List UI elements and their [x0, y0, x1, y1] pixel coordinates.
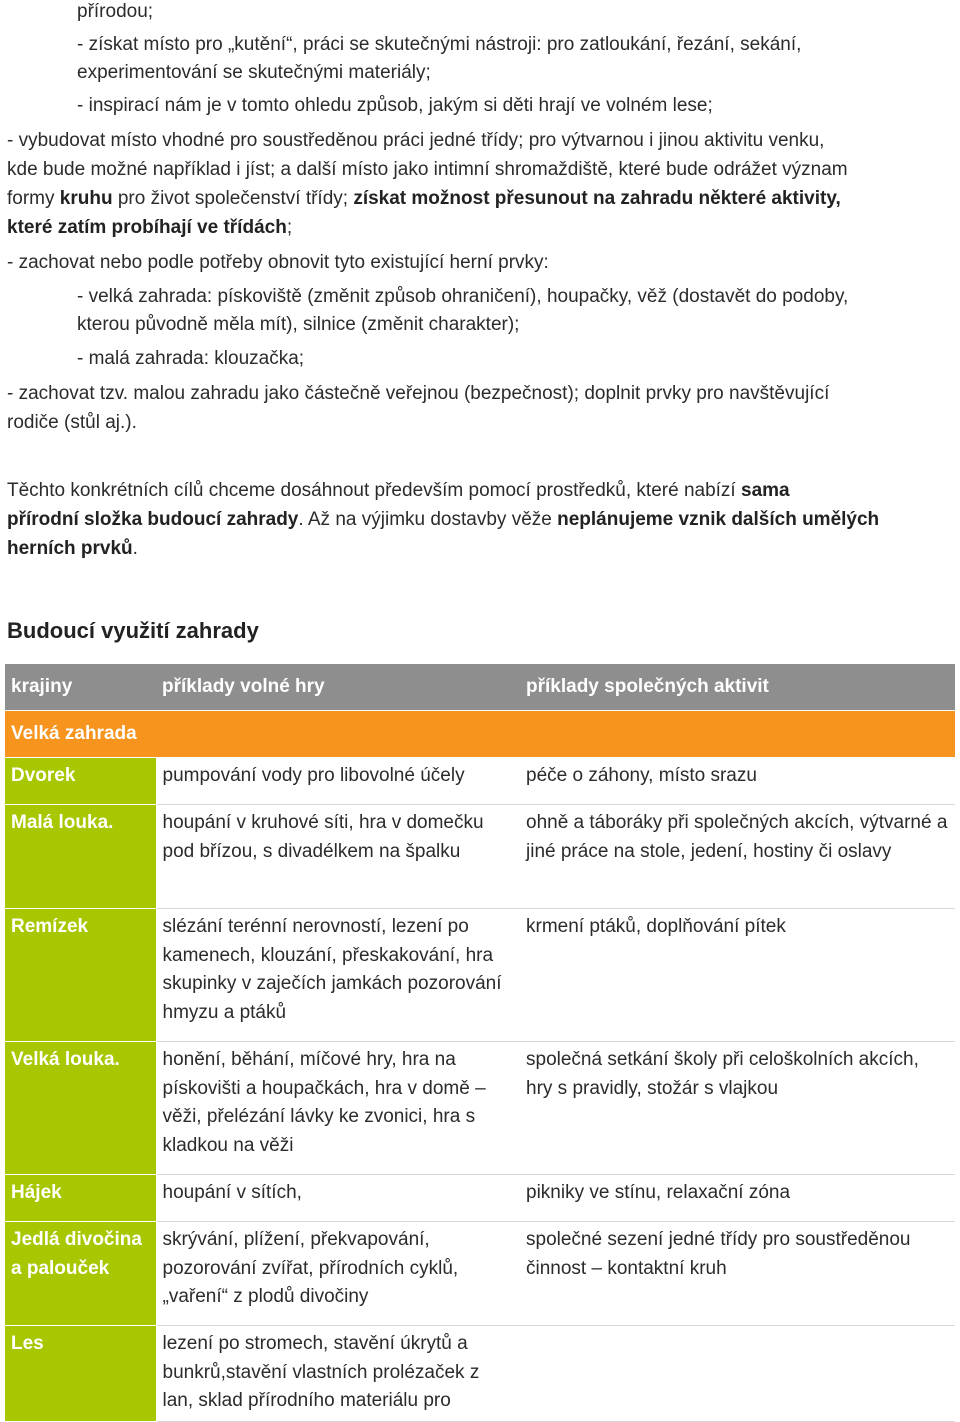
- landscape-cell: Malá louka.: [5, 805, 156, 909]
- group-label: Velká zahrada: [5, 711, 955, 758]
- table-row: [5, 758, 955, 805]
- common-activity-cell: pikniky ve stínu, relaxační zóna: [520, 1175, 955, 1222]
- free-play-cell: skrývání, plížení, překvapování, pozorování zvířat, přírodních cyklů, „vaření“ z plodů divočiny: [156, 1222, 520, 1326]
- bold-run: získat možnost přesunout na zahradu některé aktivity,: [353, 188, 841, 209]
- common-activity-cell: společná setkání školy při celoškolních akcích, hry s pravidly, stožár s vlajkou: [520, 1042, 955, 1175]
- table-row: [5, 805, 955, 909]
- common-activity-cell: ohně a táboráky při společných akcích, výtvarné a jiné práce na stole, jedení, hostiny či oslavy: [520, 805, 955, 909]
- landscape-cell: Dvorek: [5, 758, 156, 805]
- text-line: experimentování se skutečnými materiály;: [77, 62, 431, 83]
- table-row: [5, 1175, 955, 1222]
- free-play-cell: lezení po stromech, stavění úkrytů a bunkrů,stavění vlastních prolézaček z lan, sklad přírodního materiálu pro: [156, 1326, 520, 1422]
- bold-run: herních prvků: [7, 538, 133, 559]
- landscape-cell: Remízek: [5, 909, 156, 1042]
- section-title: Budoucí využití zahrady: [7, 618, 259, 643]
- free-play-cell: slézání terénní nerovností, lezení po kamenech, klouzání, přeskakování, hra skupinky v zaječích jamkách pozorování hmyzu a ptáků: [156, 909, 520, 1042]
- text-run: formy: [7, 188, 60, 209]
- text-line: kterou původně měla mít), silnice (změnit charakter);: [77, 314, 520, 335]
- table-row: [5, 909, 955, 1042]
- text-line: - zachovat nebo podle potřeby obnovit tyto existující herní prvky:: [7, 252, 549, 273]
- landscape-cell: Hájek: [5, 1175, 156, 1222]
- text-line: kde bude možné například i jíst; a další místo jako intimní shromaždiště, které bude odrážet význam: [7, 159, 848, 180]
- common-activity-cell: péče o záhony, místo srazu: [520, 758, 955, 805]
- column-header: příklady společných aktivit: [520, 664, 955, 711]
- text-line: - získat místo pro „kutění“, práci se skutečnými nástroji: pro zatloukání, řezání, sekání,: [77, 34, 802, 55]
- landscape-cell: Velká louka.: [5, 1042, 156, 1175]
- text-line: přírodou;: [77, 1, 154, 22]
- common-activity-cell: společné sezení jedné třídy pro soustředěnou činnost – kontaktní kruh: [520, 1222, 955, 1326]
- text-line: [7, 535, 138, 563]
- text-line: [7, 185, 841, 213]
- text-run: ;: [286, 217, 293, 238]
- text-line: [7, 214, 292, 242]
- garden-use-table: [5, 664, 955, 1422]
- bold-run: přírodní složka budoucí zahrady: [7, 509, 299, 530]
- bold-run: které zatím probíhají ve třídách: [7, 217, 287, 238]
- text-line: rodiče (stůl aj.).: [7, 412, 137, 433]
- landscape-cell: Jedlá divočina a palouček: [5, 1222, 156, 1326]
- text-line: [7, 477, 790, 505]
- landscape-cell: Les: [5, 1326, 156, 1422]
- text-run: pro život společenství třídy;: [112, 188, 354, 209]
- bold-run: kruhu: [59, 188, 113, 209]
- column-header: krajiny: [5, 664, 156, 711]
- free-play-cell: honění, běhání, míčové hry, hra na pískovišti a houpačkách, hra v domě – věži, přelézání lávky ke zvonici, hra s kladkou na věži: [156, 1042, 520, 1175]
- bold-run: neplánujeme vznik dalších umělých: [557, 509, 880, 530]
- text-line: - zachovat tzv. malou zahradu jako částečně veřejnou (bezpečnost); doplnit prvky pro navštěvující: [7, 383, 830, 404]
- common-activity-cell: [520, 1326, 955, 1422]
- free-play-cell: houpání v sítích,: [156, 1175, 520, 1222]
- free-play-cell: houpání v kruhové síti, hra v domečku pod břízou, s divadélkem na špalku: [156, 805, 520, 909]
- group-row: [5, 711, 955, 758]
- text-run: . Až na výjimku dostavby věže: [298, 509, 558, 530]
- common-activity-cell: krmení ptáků, doplňování pítek: [520, 909, 955, 1042]
- free-play-cell: pumpování vody pro libovolné účely: [156, 758, 520, 805]
- table-header-row: [5, 664, 955, 711]
- table-row: [5, 1042, 955, 1175]
- text-line: - vybudovat místo vhodné pro soustředěnou práci jedné třídy; pro výtvarnou i jinou aktivitu venku,: [7, 130, 825, 151]
- bold-run: sama: [741, 480, 790, 501]
- text-run: Těchto konkrétních cílů chceme dosáhnout především pomocí prostředků, které nabízí: [7, 480, 741, 501]
- text-line: [7, 506, 879, 534]
- text-line: - velká zahrada: pískoviště (změnit způsob ohraničení), houpačky, věž (dostavět do podoby,: [77, 286, 849, 307]
- text-line: - inspirací nám je v tomto ohledu způsob, jakým si děti hrají ve volném lese;: [77, 95, 713, 116]
- table-row: [5, 1222, 955, 1326]
- text-run: .: [132, 538, 138, 559]
- table-row: [5, 1326, 955, 1422]
- column-header: příklady volné hry: [156, 664, 520, 711]
- text-line: - malá zahrada: klouzačka;: [77, 348, 305, 369]
